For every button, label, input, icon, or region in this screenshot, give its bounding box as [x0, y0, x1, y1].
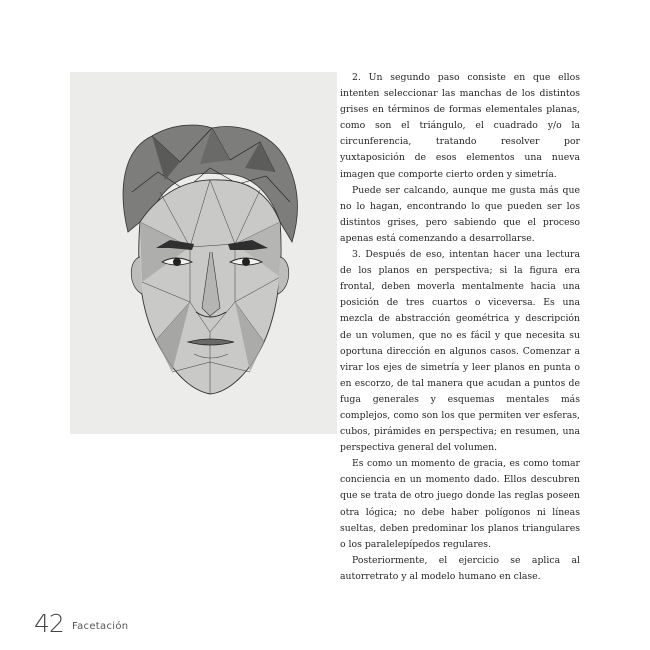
section-title: Facetación: [72, 621, 129, 632]
page-number: 42: [34, 609, 64, 638]
paragraph-self-portrait: Posteriormente, el ejercicio se aplica al autorretrato y al modelo humano en clase.: [340, 554, 580, 582]
paragraph-tracing: Puede ser calcando, aunque me gusta más que no lo hagan, encontrando lo que pueden ser los distintos grises, pero sabiendo que el proceso apenas está comenzando a desarrollarse.: [340, 184, 580, 244]
paragraph-step-3: 3. Después de eso, intentan hacer una lectura de los planos en perspectiva; si la figura era frontal, deben moverla mentalmente hacia una posición de tres cuartos o viceversa. Es una mezcla de abstracción geométrica y descripción de un volumen, que no es fácil y que necesita su oportuna dirección en algunos casos. Comenzar a virar los ejes de simetría y leer planos en punta o en escorzo, de tal manera que acudan a puntos de fuga generales y esquemas mentales más complejos, como son los que permiten ver esferas, cubos, pirámides en perspectiva; en resumen, una perspectiva general del volumen.: [340, 249, 580, 454]
paragraph-step-2: 2. Un segundo paso consiste en que ellos intenten seleccionar las manchas de los distintos grises en términos de formas elementales planas, como son el triángulo, el cuadrado y/o la circunferencia, tratando resolver por yuxtaposición de esos elementos una nueva imagen que comporte cierto orden y simetría.: [340, 72, 580, 180]
portrait-sketch-graphic: [70, 72, 337, 434]
body-text: [340, 70, 580, 585]
paragraph-moment-of-grace: Es como un momento de gracia, es como tomar conciencia en un momento dado. Ellos descubren que se trata de otro juego donde las reglas poseen otra lógica; no debe haber polígonos ni líneas sueltas, deben predominar los planos triangulares o los paralelepípedos regulares.: [340, 458, 580, 550]
faceted-portrait-drawing: [70, 72, 337, 434]
